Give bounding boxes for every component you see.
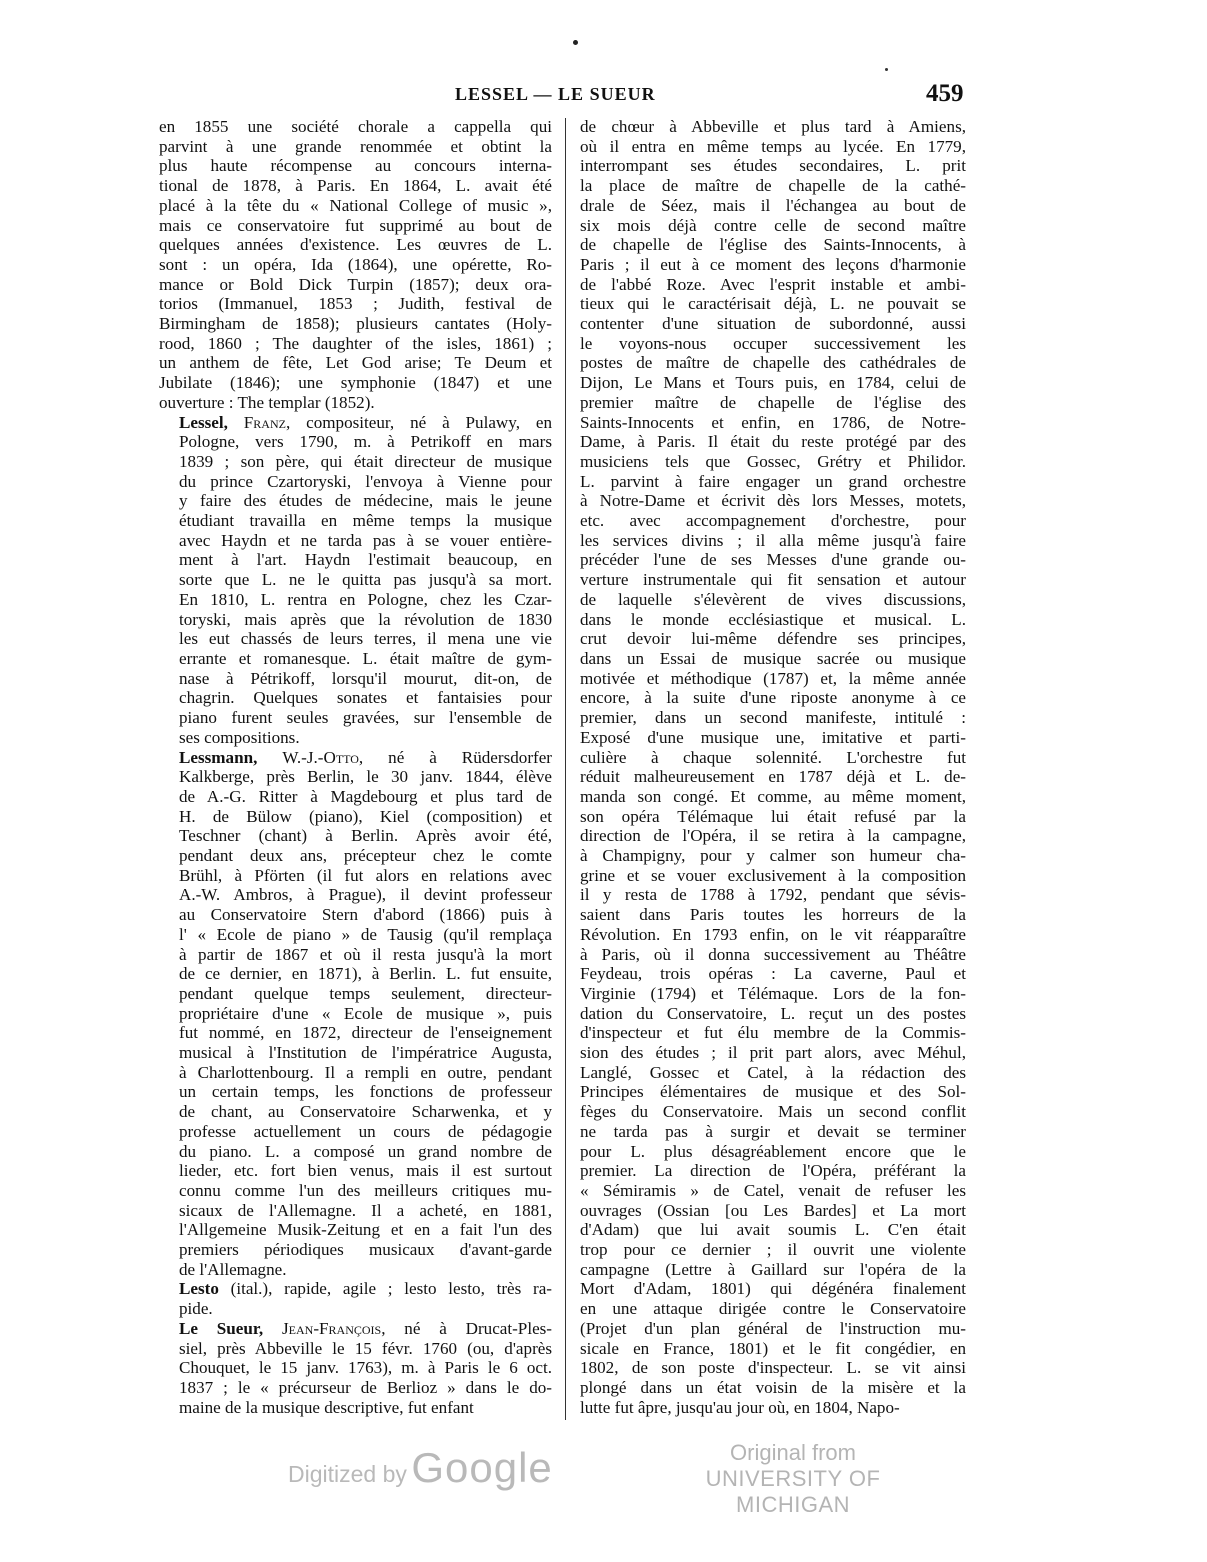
continued-paragraph [159,117,552,413]
text-line: Pologne, vers 1790, m. à Petrikoff en mars [179,432,552,452]
text-line: pour L. plus désagréablement encore que le [580,1141,966,1161]
text-line: avec Haydn et ne tarda pas à se vouer entière- [179,530,552,550]
text-line: à Charlottenbourg. Il a rempli en outre, pendant [179,1062,552,1082]
text-line: du piano. L. a composé un grand nombre de [179,1141,552,1161]
text-line: les services divins ; il alla même jusqu'à faire [580,530,966,550]
text-line: trop pour ce dernier ; il ouvrit une violente [580,1240,966,1260]
text-line: premier. La direction de l'Opéra, préférant la [580,1161,966,1181]
text-line: campagne (Lettre à Gaillard sur l'opéra de la [580,1259,966,1279]
text-line: (Projet d'un plan général de l'instruction mu- [580,1318,966,1338]
text-line: Principes élémentaires de musique et des Sol- [580,1082,966,1102]
dictionary-entry [159,413,552,748]
text-line: la place de maître de chapelle de la cathé- [580,176,966,196]
text-line: premier maître de chapelle de l'église des [580,392,966,412]
text-line: verture instrumentale qui fit sensation et autour [580,570,966,590]
text-line: Chouquet, le 15 janv. 1763), m. à Paris le 6 oct. [179,1358,552,1378]
text-line: toryski, mais après que la révolution de 1830 [179,609,552,629]
text-line: siel, près Abbeville le 15 févr. 1760 (ou, d'après [179,1338,552,1358]
text-line: tieux qui le caractérisait déjà, L. ne pouvait se [580,294,966,314]
text-line: musical à l'Institution de l'impératrice Augusta, [179,1043,552,1063]
text-line: encore, à la suite d'une riposte anonyme à ce [580,688,966,708]
text-line: En 1810, L. rentra en Pologne, chez les Czar- [179,589,552,609]
text-line: grine et se vouer exclusivement à la composition [580,865,966,885]
print-speck [885,68,888,71]
text-line: Mort d'Adam, 1801) qui dégénéra finalement [580,1279,966,1299]
text-line: pendant deux ans, précepteur chez le comte [179,846,552,866]
text-line: professe actuellement un cours de pédagogie [179,1121,552,1141]
text-line: ment à l'art. Haydn l'estimait beaucoup, en [179,550,552,570]
text-line: 1839 ; son père, qui était directeur de musique [179,451,552,471]
text-line: Lesto (ital.), rapide, agile ; lesto lesto, très ra- [179,1279,552,1299]
text-line: contenter d'une situation de subordonné, aussi [580,314,966,334]
text-line: Langlé, Gossec et Catel, à la rédaction des [580,1062,966,1082]
text-line: nase à Pétrikoff, lorsqu'il mourut, dit-on, de [179,668,552,688]
text-line: sorte que L. ne le quitta pas jusqu'à sa mort. [179,570,552,590]
text-line: L. parvint à faire engager un grand orchestre [580,471,966,491]
text-line: H. de Bülow (piano), Kiel (composition) et [179,806,552,826]
running-head: LESSEL — LE SUEUR [455,84,656,104]
right-column [580,117,966,1417]
text-line: sion des études ; il prit part alors, avec Méhul, [580,1043,966,1063]
original-from-watermark [668,1440,918,1518]
text-line: Exposé d'une musique une, imitative et parti- [580,727,966,747]
text-line: Révolution. En 1793 enfin, on le vit réapparaître [580,924,966,944]
text-line: ses compositions. [179,727,300,747]
text-line: son opéra Télémaque lui était refusé par la [580,806,966,826]
dictionary-entry [159,748,552,1280]
text-line: connu comme l'un des meilleurs critiques mu- [179,1180,552,1200]
text-line: de ce dernier, en 1871), à Berlin. L. fut ensuite, [179,964,552,984]
text-line: un certain temps, les fonctions de professeur [179,1082,552,1102]
text-line: l'Allgemeine Musik-Zeitung et en a fait l'un des [179,1220,552,1240]
text-line: où il entra en même temps au lycée. En 1779, [580,136,966,156]
text-line: mais ce conservatoire fut supprimé au bout de [159,215,552,235]
text-line: six mois déjà contre celle de second maître [580,215,966,235]
text-line: Virginie (1794) et Télémaque. Lors de la fon- [580,983,966,1003]
text-line: etc. avec accompagnement d'orchestre, pour [580,511,966,531]
text-line: sicale en France, 1801) et le fit congédier, en [580,1338,966,1358]
text-line: pendant quelque temps seulement, directeur- [179,983,552,1003]
text-line: interrompant ses études secondaires, L. prit [580,156,966,176]
text-line: d'inspecteur et fut élu membre de la Commis- [580,1023,966,1043]
text-line: Le Sueur, Jean-François, né à Drucat-Ples- [179,1318,552,1338]
text-line: lieder, etc. fort bien venus, mais il est surtout [179,1161,552,1181]
digitized-prefix: Digitized by [288,1461,407,1487]
text-line: fèges du Conservatoire. Mais un second conflit [580,1102,966,1122]
text-line: de laquelle s'élevèrent de vives discussions, [580,589,966,609]
text-line: placé à la tête du « National College of music », [159,195,552,215]
text-line: postes de maître de chapelle des cathédrales de [580,353,966,373]
text-line: ouverture : The templar (1852). [159,392,375,412]
text-line: A.-W. Ambros, à Prague), il devint professeur [179,885,552,905]
google-logo: Google [411,1444,553,1491]
text-line: maine de la musique descriptive, fut enfant [179,1397,474,1417]
text-line: précéder l'une de ses Messes d'une grande ou- [580,550,966,570]
text-line: Paris ; il eut à ce moment des leçons d'harmonie [580,254,966,274]
text-line: motivée et méthodique (1787) et, la même année [580,668,966,688]
text-line: pide. [179,1299,213,1319]
page-number: 459 [926,80,964,107]
text-line: du prince Czartoryski, l'envoya à Vienne pour [179,471,552,491]
text-line: parvint à une grande renommée et obtint la [159,136,552,156]
text-line: d'Adam) que lui avait soumis L. C'en était [580,1220,966,1240]
text-line: Feydeau, trois opéras : La caverne, Paul et [580,964,966,984]
text-line: de A.-G. Ritter à Magdebourg et plus tard de [179,786,552,806]
text-line: Dame, à Paris. Il était du reste protégé par des [580,432,966,452]
text-line: Teschner (chant) à Berlin. Après avoir été, [179,826,552,846]
text-line: saient dans Paris toutes les horreurs de la [580,905,966,925]
text-line: de chapelle de l'église des Saints-Innocents, à [580,235,966,255]
text-line: en 1855 une société chorale a cappella qui [159,117,552,136]
digitized-by-watermark [288,1444,553,1492]
text-line: à Champigny, pour y calmer son humeur cha- [580,846,966,866]
text-line: premiers périodiques musicaux d'avant-garde [179,1240,552,1260]
text-line: « Sémiramis » de Catel, venait de refuser les [580,1180,966,1200]
text-line: musiciens tels que Gossec, Grétry et Philidor. [580,451,966,471]
text-line: Kalkberge, près Berlin, le 30 janv. 1844, élève [179,767,552,787]
left-column [159,117,552,1417]
text-line: sicaux de l'Allemagne. Il a acheté, en 1881, [179,1200,552,1220]
text-line: il y resta de 1788 à 1792, pendant que sévis- [580,885,966,905]
dictionary-entry [159,1279,552,1318]
text-line: rood, 1860 ; The daughter of the isles, 1861) ; [159,333,552,353]
text-line: 1837 ; le « précurseur de Berlioz » dans le do- [179,1378,552,1397]
text-line: l' « Ecole de piano » de Tausig (qu'il remplaça [179,924,552,944]
text-line: Jubilate (1846); une symphonie (1847) et une [159,373,552,393]
text-line: mance or Bold Dick Turpin (1857); deux ora- [159,274,552,294]
text-line: direction de l'Opéra, il se retira à la campagne, [580,826,966,846]
text-line: au Conservatoire Stern d'abord (1866) puis à [179,905,552,925]
text-line: 1802, de son poste d'inspecteur. L. se vit ainsi [580,1358,966,1378]
text-line: manda son congé. Et comme, au même moment, [580,786,966,806]
continued-paragraph [580,117,966,1417]
text-line: quelques années d'existence. Les œuvres de L. [159,235,552,255]
text-line: un anthem de fête, Let God arise; Te Deum et [159,353,552,373]
university-label: UNIVERSITY OF MICHIGAN [705,1466,881,1517]
text-line: Dijon, Le Mans et Tours puis, en 1784, celui de [580,373,966,393]
text-line: Birmingham de 1858); plusieurs cantates (Holy- [159,314,552,334]
text-line: ne tarda pas à surgir et devait se terminer [580,1121,966,1141]
text-line: de l'abbé Roze. Avec l'esprit instable et ambi- [580,274,966,294]
text-line: y faire des études de médecine, mais le jeune [179,491,552,511]
text-line: le voyons-nous occuper successivement les [580,333,966,353]
text-line: réduit malheureusement en 1787 déjà et L. de- [580,767,966,787]
text-line: errante et romanesque. L. était maître de gym- [179,648,552,668]
text-line: propriétaire d'une « Ecole de musique », puis [179,1003,552,1023]
text-line: dans le monde ecclésiastique et musical. L. [580,609,966,629]
text-line: étudiant travailla en même temps la musique [179,511,552,531]
text-line: dans un Essai de musique sacrée ou musique [580,648,966,668]
text-line: à Paris, où il donna successivement au Théâtre [580,944,966,964]
text-line: ouvrages (Ossian [ou Les Bardes] et La mort [580,1200,966,1220]
text-line: à partir de 1867 et où il resta jusqu'à la mort [179,944,552,964]
text-line: plus haute récompense au concours interna- [159,156,552,176]
text-line: dation du Conservatoire, L. reçut un des postes [580,1003,966,1023]
text-line: culière à chaque solennité. L'orchestre fut [580,747,966,767]
text-line: les eut chassés de leurs terres, il mena une vie [179,629,552,649]
text-line: plongé dans un état voisin de la misère et la [580,1378,966,1397]
text-line: torios (Immanuel, 1853 ; Judith, festival de [159,294,552,314]
text-line: premier, dans un second manifeste, intitulé : [580,708,966,728]
text-line: Saints-Innocents et enfin, en 1786, de Notre- [580,412,966,432]
text-line: fut nommé, en 1872, directeur de l'enseignement [179,1023,552,1043]
text-line: de chœur à Abbeville et plus tard à Amiens, [580,117,966,136]
text-line: sont : un opéra, Ida (1864), une opérette, Ro- [159,254,552,274]
text-line: Lessel, Franz, compositeur, né à Pulawy, en [179,412,552,432]
text-line: en une attaque dirigée contre le Conservatoire [580,1299,966,1319]
text-line: piano furent seules gravées, sur l'ensemble de [179,708,552,728]
text-line: à Notre-Dame et écrivit dès lors Messes, motets, [580,491,966,511]
text-line: tional de 1878, à Paris. En 1864, L. avait été [159,176,552,196]
dictionary-entry [159,1319,552,1418]
text-line: lutte fut âpre, jusqu'au jour où, en 1804, Napo- [580,1397,900,1417]
text-line: Lessmann, W.-J.-Otto, né à Rüdersdorfer [179,747,552,767]
text-line: Brühl, à Pförten (il fut alors en relations avec [179,865,552,885]
text-line: crut devoir lui-même défendre ses principes, [580,629,966,649]
text-line: chagrin. Quelques sonates et fantaisies pour [179,688,552,708]
text-line: drale de Séez, mais il l'échangea au bout de [580,195,966,215]
original-from-label: Original from [730,1440,856,1465]
text-line: de chant, au Conservatoire Scharwenka, et y [179,1102,552,1122]
print-speck [573,40,578,45]
text-line: de l'Allemagne. [179,1259,287,1279]
column-rule [565,118,566,1420]
